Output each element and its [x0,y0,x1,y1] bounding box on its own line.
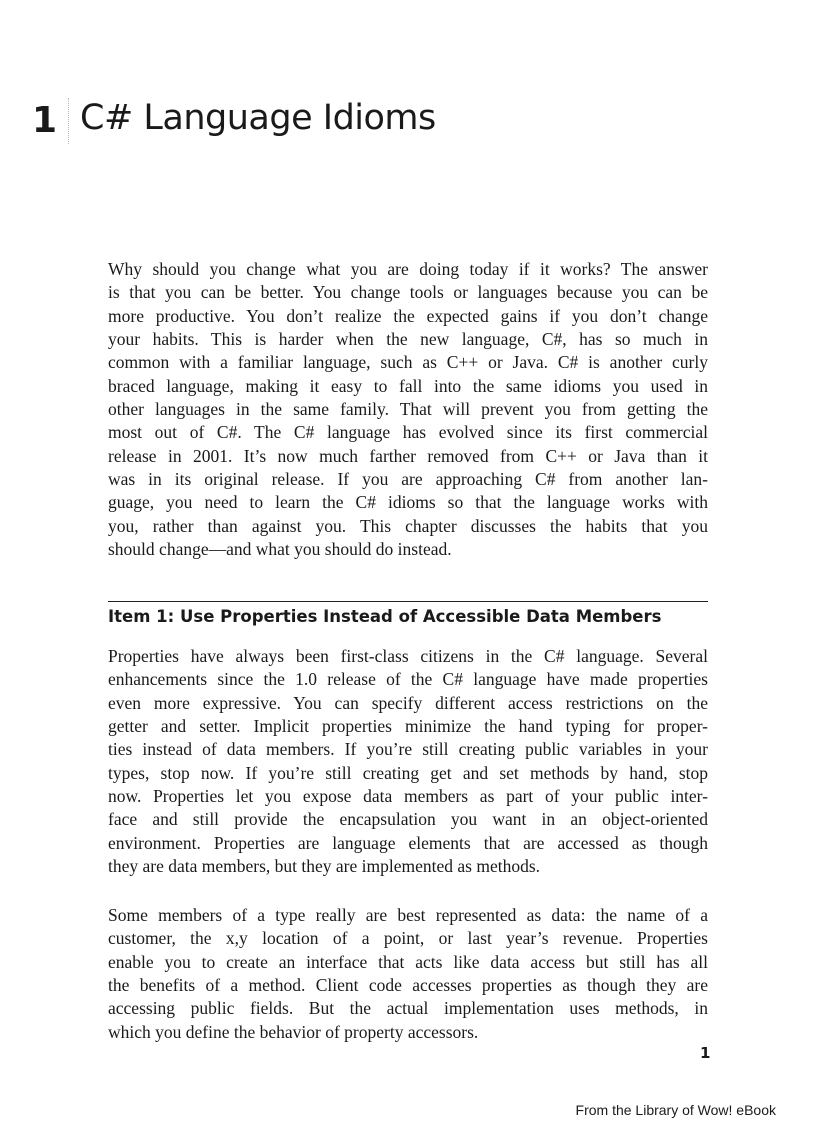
chapter-title: C# Language Idioms [80,98,436,138]
text-line: is that you can be better. You change tools or languages because you can be [108,282,708,303]
text-line: was in its original release. If you are approaching C# from another lan- [108,469,708,490]
text-line: environment. Properties are language elements that are accessed as though [108,832,708,853]
text-line: ties instead of data members. If you’re still creating public variables in your [108,739,708,760]
text-line: enhancements since the 1.0 release of the C# language have made properties [108,669,708,690]
text-line: Properties have always been first-class citizens in the C# language. Several [108,646,708,666]
intro-paragraph [108,258,708,561]
text-line: release in 2001. It’s now much farther removed from C++ or Java than it [108,445,708,466]
text-line: you, rather than against you. This chapter discusses the habits that you [108,515,708,536]
text-line: types, stop now. If you’re still creating get and set methods by hand, stop [108,762,708,783]
page-number: 1 [700,1044,711,1062]
text-line: should change—and what you should do instead. [108,539,452,560]
text-line: other languages in the same family. That will prevent you from getting the [108,399,708,420]
text-line: more productive. You don’t realize the expected gains if you don’t change [108,305,708,326]
text-line: most out of C#. The C# language has evolved since its first commercial [108,422,708,443]
text-line: even more expressive. You can specify different access restrictions on the [108,692,708,713]
text-line: which you define the behavior of property accessors. [108,1021,479,1042]
text-line: common with a familiar language, such as C++ or Java. C# is another curly [108,352,708,373]
text-line: customer, the x,y location of a point, or last year’s revenue. Properties [108,928,708,949]
text-line: guage, you need to learn the C# idioms so that the language works with [108,492,708,513]
body-paragraph-2 [108,904,708,1044]
text-line: braced language, making it easy to fall into the same idioms you used in [108,375,708,396]
text-line: now. Properties let you expose data members as part of your public inter- [108,786,708,807]
footer-text: From the Library of Wow! eBook [575,1102,776,1118]
text-line: Why should you change what you are doing today if it works? The answer [108,259,708,279]
chapter-divider [68,98,69,144]
item-rule [108,601,708,602]
text-line: Some members of a type really are best represented as data: the name of a [108,905,708,925]
text-line: face and still provide the encapsulation you want in an object-oriented [108,809,708,830]
text-line: the benefits of a method. Client code accesses properties as though they are [108,975,708,996]
text-line: your habits. This is harder when the new language, C#, has so much in [108,329,708,350]
text-line: enable you to create an interface that acts like data access but still has all [108,951,708,972]
text-line: accessing public fields. But the actual implementation uses methods, in [108,998,708,1019]
text-line: getter and setter. Implicit properties minimize the hand typing for proper- [108,716,708,737]
body-paragraph-1 [108,645,708,878]
item-heading: Item 1: Use Properties Instead of Accessible Data Members [108,607,662,626]
text-line: they are data members, but they are implemented as methods. [108,856,541,877]
chapter-number: 1 [32,100,58,141]
